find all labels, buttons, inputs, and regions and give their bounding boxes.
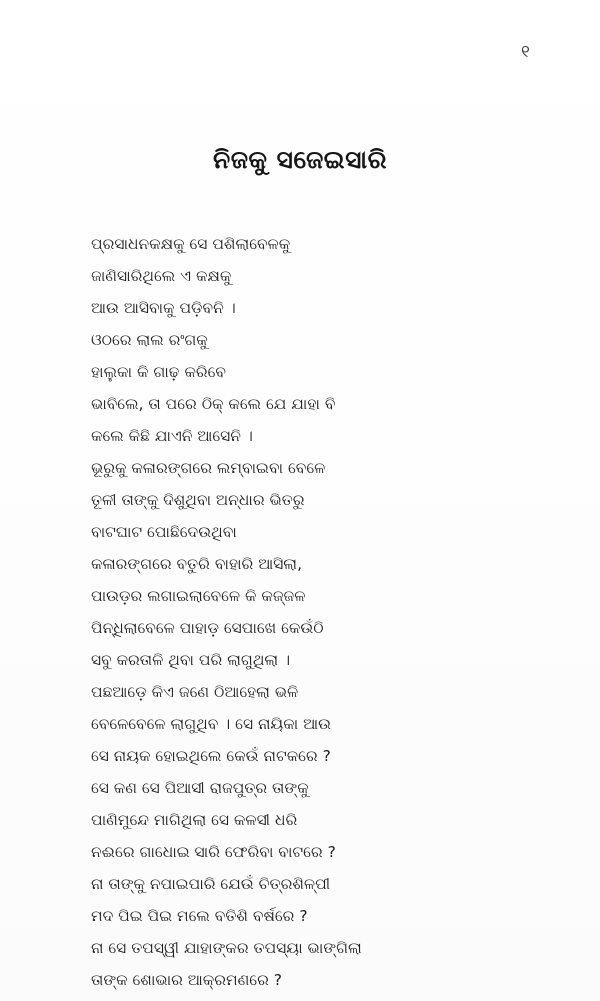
poem-line: ସବୁ କରତାଳି ଥିବା ପରି ଲାଗୁଥିଲା । [91, 651, 291, 669]
poem-line: ଆଉ ଆସିବାକୁ ପଡ଼ିବନି । [91, 299, 236, 317]
poem-line: ନଈରେ ଗାଧୋଇ ସାରି ଫେରିବା ବାଟରେ ? [91, 843, 336, 861]
poem-line: ଭୂରୁକୁ କଳାରଙ୍ଗରେ ଲମ୍ବାଇବା ବେଳେ [91, 459, 326, 477]
poem-line: ପଛଆଡ଼େ କିଏ ଜଣେ ଠିଆହେଲା ଭଳି [91, 683, 299, 701]
poem-line: ଓଠରେ ଲାଲ ରଂଗକୁ [91, 331, 208, 349]
poem-line: ପ୍ରସାଧନକକ୍ଷକୁ ସେ ପଶିଲାବେଳକୁ [91, 235, 291, 253]
poem-line: ତୂଳୀ ତାଙ୍କୁ ଦିଶୁଥିବା ଅନ୍ଧାର ଭିତରୁ [91, 491, 305, 509]
poem-line: କଳାରଙ୍ଗରେ ବତୁରି ବାହାରି ଆସିଲା, [91, 555, 302, 573]
poem-line: ଭାବିଲେ, ତା ପରେ ଠିକ୍ କଲେ ଯେ ଯାହା ବି [91, 395, 336, 413]
poem-line: ହାଲୁକା କି ଗାଢ଼ କରିବେ [91, 363, 226, 381]
poem-line: ନା ସେ ତପସ୍ୱୀ ଯାହାଙ୍କର ତପସ୍ୟା ଭାଙ୍ଗିଲା [91, 939, 362, 957]
poem-title: ନିଜକୁ ସଜେଇସାରି [212, 145, 388, 174]
poem-line: ପାଣିମୁନ୍ଦେ ମାଗିଥିଲା ସେ କଳସୀ ଧରି [91, 811, 298, 829]
poem-line: ନା ତାଙ୍କୁ ନପାଇପାରି ଯେଉଁ ଚିତ୍ରଶିଳ୍ପୀ [91, 875, 331, 893]
poem-line: ସେ ନାୟକ ହୋଇଥିଲେ କେଉଁ ନାଟକରେ ? [91, 747, 331, 765]
page-number: ୧ [521, 42, 530, 62]
poem-line: ତାଙ୍କ ଶୋଭାର ଆକ୍ରମଣରେ ? [91, 971, 282, 989]
poem-line: ମଦ ପିଇ ପିଇ ମଲେ ବତିଶି ବର୍ଷରେ ? [91, 907, 308, 925]
poem-line: ପାଉଡ଼ର ଲଗାଇଲାବେଳେ କି କଜ୍ଜଳ [91, 587, 306, 605]
poem-line: ବାଟଘାଟ ପୋଛିଦେଉଥିବା [91, 523, 237, 541]
poem-line: ଜାଣିସାରିଥିଲେ ଏ କକ୍ଷକୁ [91, 267, 232, 285]
poem-line: ସେ କଣ ସେ ପିଆସୀ ରାଜପୁତ୍ର ତାଙ୍କୁ [91, 779, 309, 797]
poem-line: ପିନ୍ଧିଲାବେଳେ ପାହାଡ଼ ସେପାଖେ କେଉଁଠି [91, 619, 324, 637]
poem-line: କଲେ କିଛି ଯାଏନି ଆସେନି । [91, 427, 253, 445]
poem-line: ବେଳେବେଳେ ଲାଗୁଥିବ । ସେ ନାୟିକା ଆଉ [91, 715, 332, 733]
poem-stanza-2 [91, 676, 362, 996]
poem-stanza-1 [91, 228, 335, 676]
